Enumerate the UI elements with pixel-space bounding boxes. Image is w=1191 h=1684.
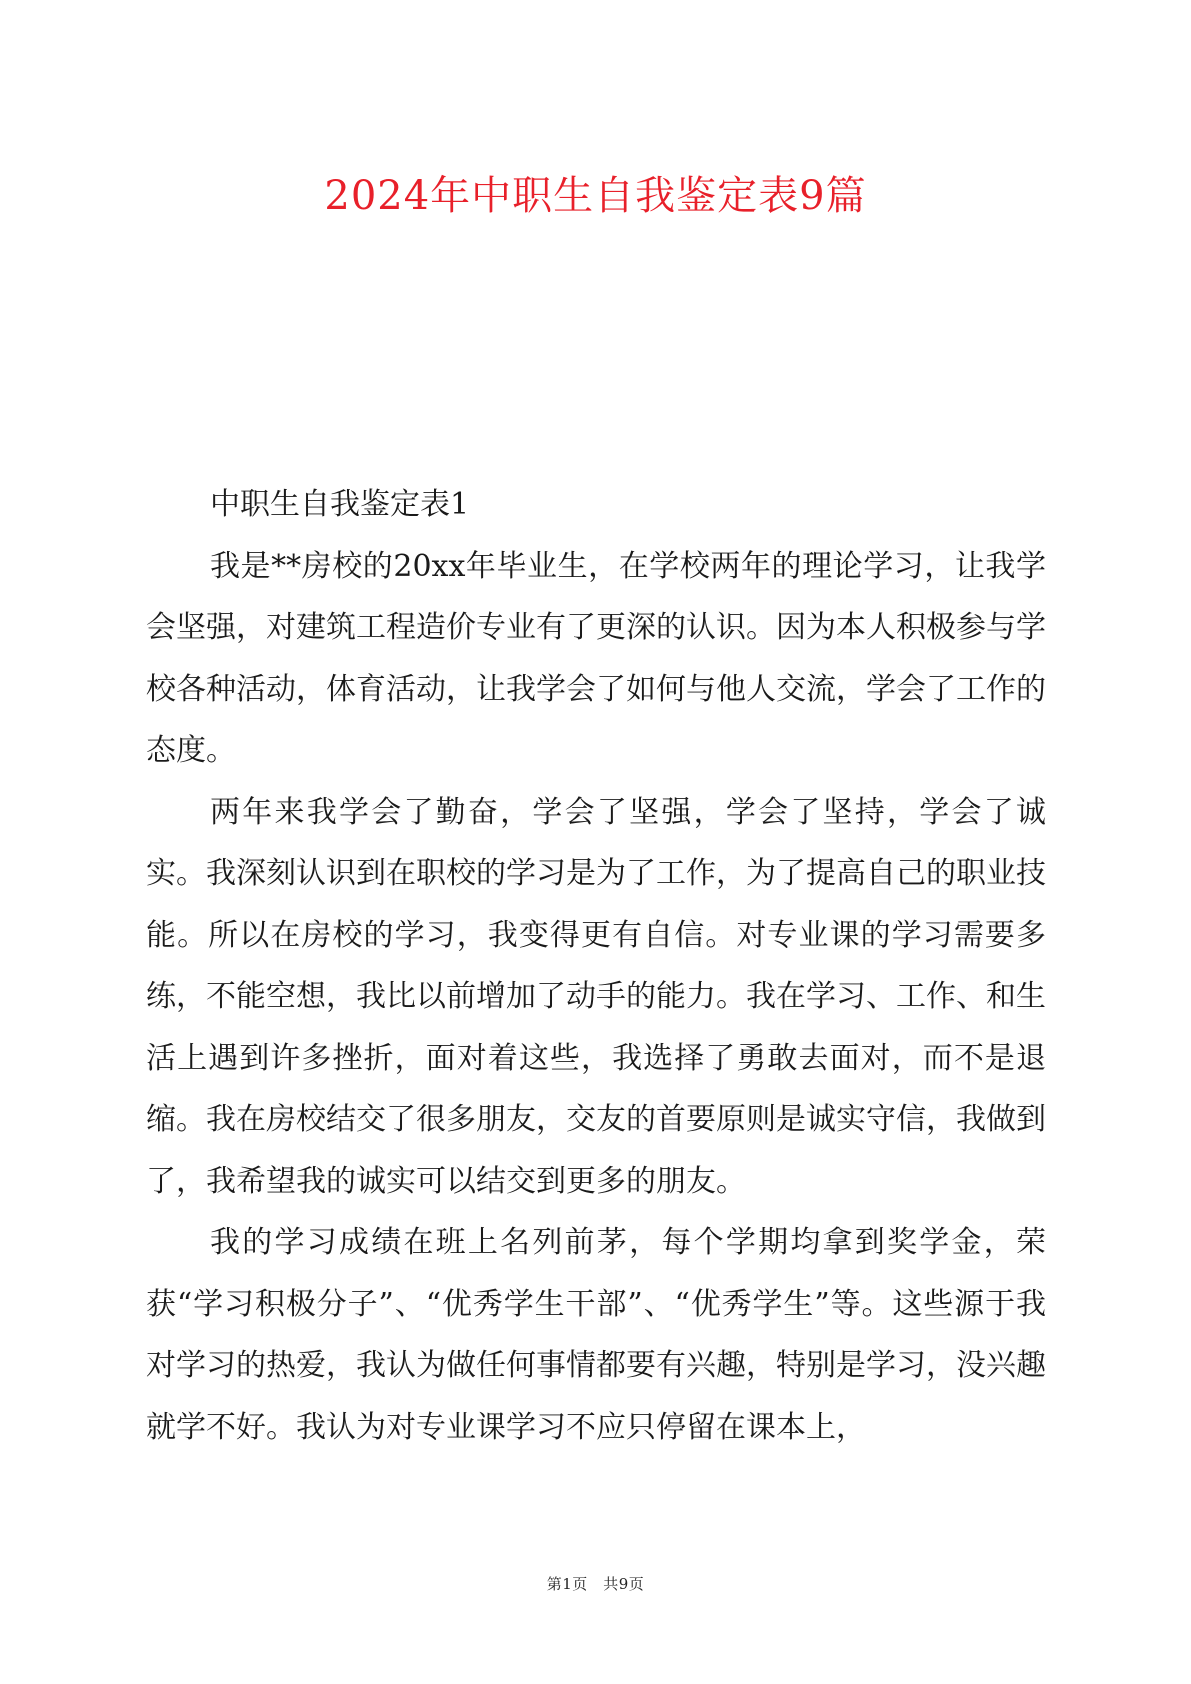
section-heading: 中职生自我鉴定表1: [210, 487, 470, 522]
document-body: [146, 474, 1046, 1458]
paragraph-2: 两年来我学会了勤奋，学会了坚强，学会了坚持，学会了诚实。我深刻认识到在职校的学习是为了工作，为了提高自己的职业技能。所以在房校的学习，我变得更有自信。对专业课的学习需要多练，不能空想，我比以前增加了动手的能力。我在学习、工作、和生活上遇到许多挫折，面对着这些，我选择了勇敢去面对，而不是退缩。我在房校结交了很多朋友，交友的首要原则是诚实守信，我做到了，我希望我的诚实可以结交到更多的朋友。: [146, 794, 1046, 1199]
document-title: 2024年中职生自我鉴定表9篇: [324, 173, 867, 219]
paragraph-3: 我的学习成绩在班上名列前茅，每个学期均拿到奖学金，荣获“学习积极分子”、“优秀学生干部”、“优秀学生”等。这些源于我对学习的热爱，我认为做任何事情都要有兴趣，特别是学习，没兴趣就学不好。我认为对专业课学习不应只停留在课本上，: [146, 1225, 1046, 1445]
page-footer: 第1页 共9页: [546, 1575, 645, 1593]
paragraph-1: 我是**房校的20xx年毕业生，在学校两年的理论学习，让我学会坚强，对建筑工程造价专业有了更深的认识。因为本人积极参与学校各种活动，体育活动，让我学会了如何与他人交流，学会了工作的态度。: [146, 548, 1046, 768]
